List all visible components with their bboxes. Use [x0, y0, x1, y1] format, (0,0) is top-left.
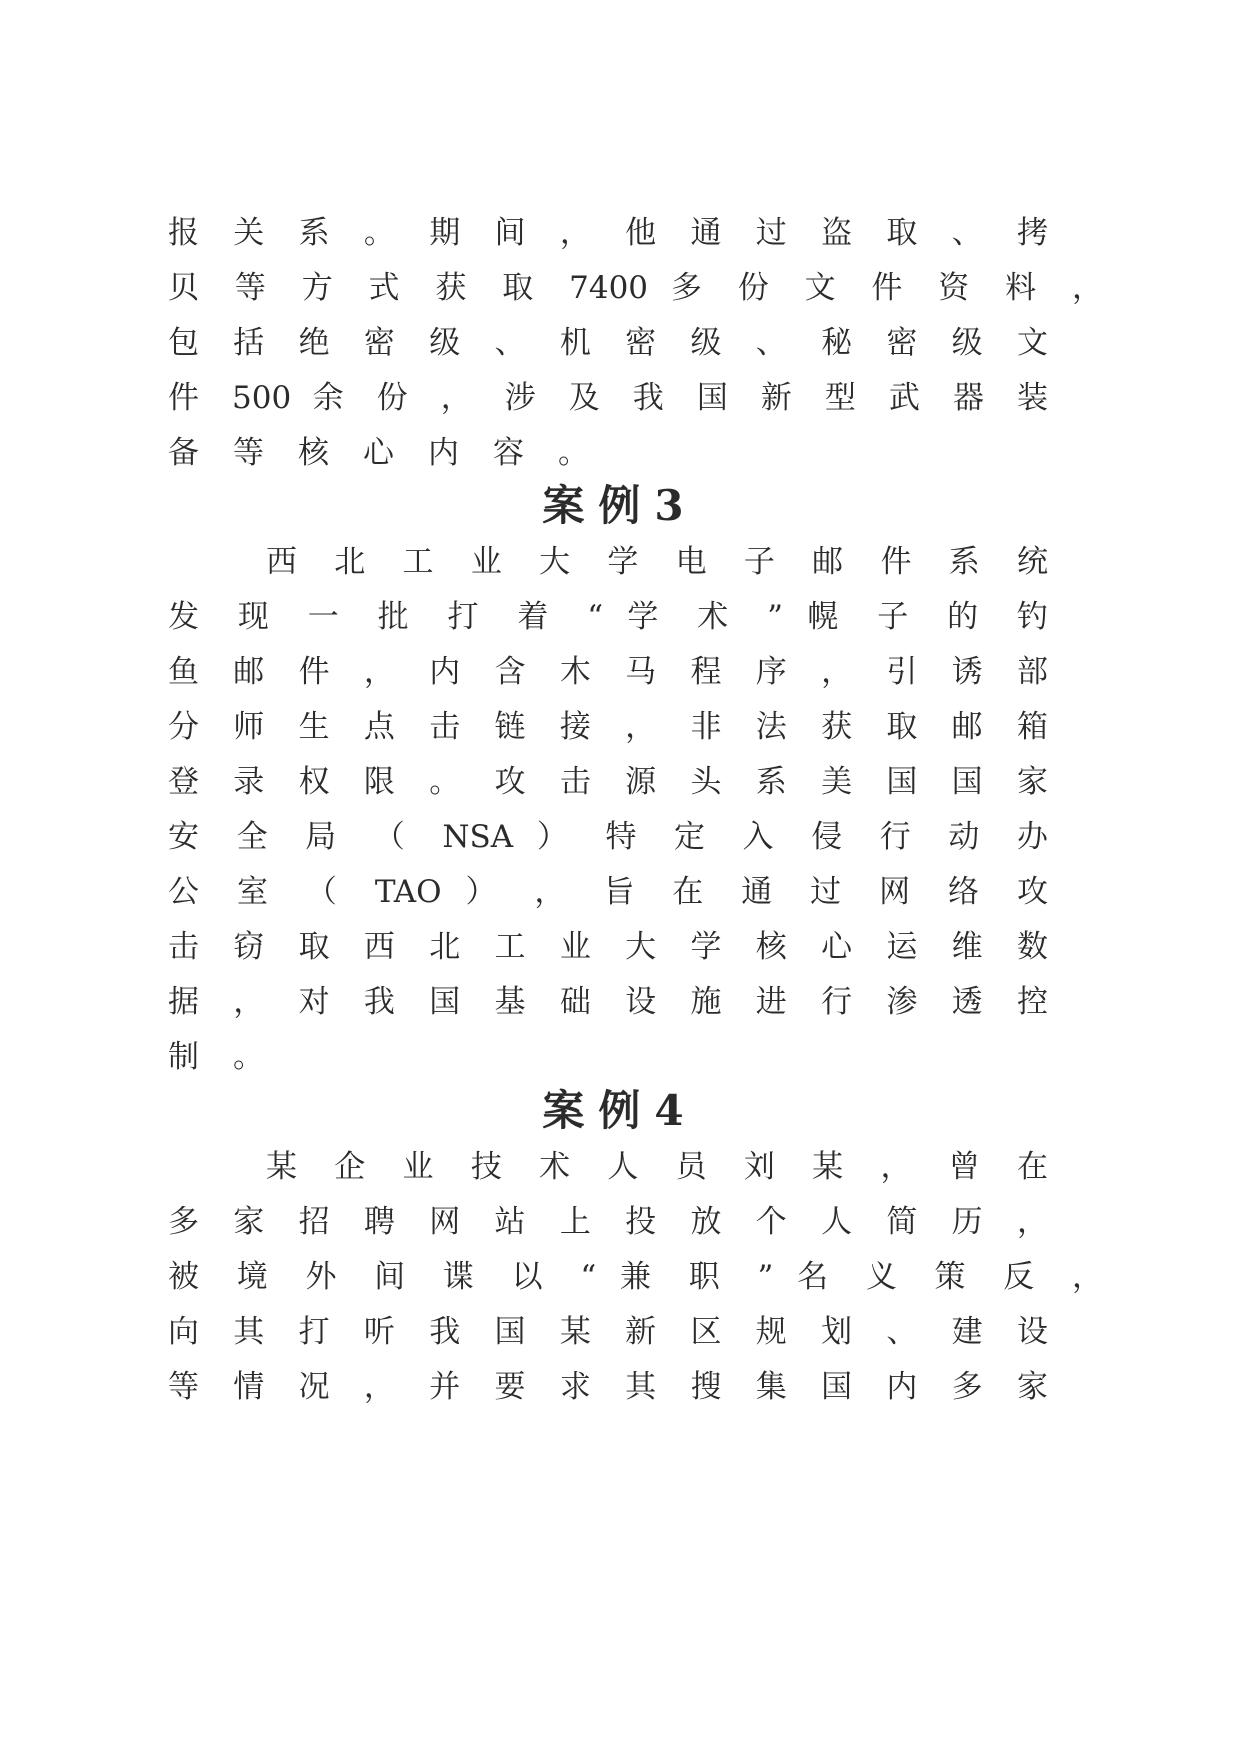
- paragraph-line: 发 现 一 批 打 着 “ 学 术 ” 幌 子 的 钓: [168, 599, 1048, 635]
- paragraph-line: 登 录 权 限 。 攻 击 源 头 系 美 国 国 家: [168, 764, 1048, 800]
- paragraph-line: 件 500 余 份 ， 涉 及 我 国 新 型 武 器 装: [168, 380, 1048, 416]
- paragraph-line: 包 括 绝 密 级 、 机 密 级 、 秘 密 级 文: [168, 325, 1048, 361]
- paragraph-line: 备等核心内容。: [168, 435, 623, 471]
- paragraph-line: 西 北 工 业 大 学 电 子 邮 件 系 统: [266, 544, 1048, 580]
- paragraph-line: 分 师 生 点 击 链 接 ， 非 法 获 取 邮 箱: [168, 709, 1048, 745]
- paragraph-line: 向 其 打 听 我 国 某 新 区 规 划 、 建 设: [168, 1314, 1048, 1350]
- paragraph-line: 据 ， 对 我 国 基 础 设 施 进 行 渗 透 控: [168, 984, 1048, 1020]
- case-4-heading: 案例4: [542, 1086, 698, 1135]
- paragraph-line: 多 家 招 聘 网 站 上 投 放 个 人 简 历 ，: [168, 1204, 1048, 1240]
- paragraph-line: 公 室 （ TAO ） ， 旨 在 通 过 网 络 攻: [168, 874, 1048, 910]
- paragraph-line: 某 企 业 技 术 人 员 刘 某 ， 曾 在: [266, 1149, 1048, 1185]
- paragraph-line: 报 关 系 。 期 间 ， 他 通 过 盗 取 、 拷: [168, 215, 1048, 251]
- paragraph-line: 贝 等 方 式 获 取 7400 多 份 文 件 资 料 ，: [168, 270, 1103, 306]
- paragraph-line: 等 情 况 ， 并 要 求 其 搜 集 国 内 多 家: [168, 1369, 1048, 1405]
- paragraph-line: 安 全 局 （ NSA ） 特 定 入 侵 行 动 办: [168, 819, 1048, 855]
- paragraph-line: 制。: [168, 1039, 298, 1075]
- paragraph-line: 鱼 邮 件 ， 内 含 木 马 程 序 ， 引 诱 部: [168, 654, 1048, 690]
- paragraph-line: 击 窃 取 西 北 工 业 大 学 核 心 运 维 数: [168, 929, 1048, 965]
- case-3-heading: 案例3: [542, 481, 698, 530]
- paragraph-line: 被 境 外 间 谍 以 “ 兼 职 ” 名 义 策 反 ，: [168, 1259, 1103, 1295]
